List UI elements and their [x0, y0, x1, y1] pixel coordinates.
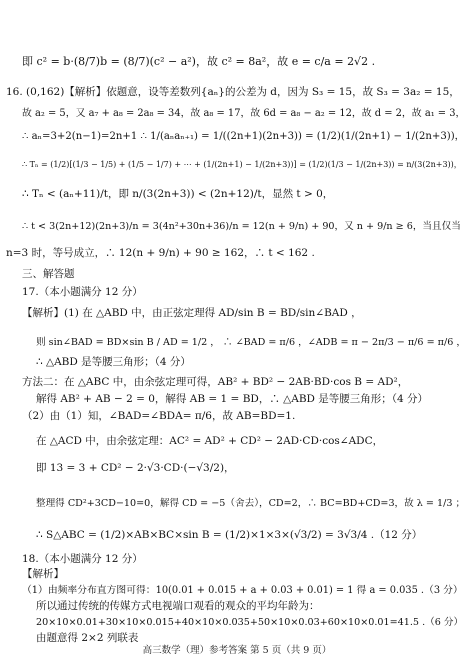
text-line-25: 20×10×0.01+30×10×0.015+40×10×0.035+50×10×0.03+60×10×0.01=41.5 .（6 分）: [36, 617, 464, 628]
text-line-15: 解得 AB² + AB − 2 = 0，解得 AB = 1 = BD，∴ △ABD 是等腰三角形；（4 分）: [36, 393, 429, 405]
text-line-18: 即 13 = 3 + CD² − 2·√3·CD·(−√3/2)，: [36, 462, 235, 474]
text-line-24: 所以通过传统的传媒方式电视端口观看的观众的平均年龄为：: [36, 600, 320, 612]
text-line-17: 在 △ACD 中，由余弦定理：AC² = AD² + CD² − 2AD·CD·cos∠ADC，: [36, 435, 384, 447]
text-line-13: ∴ △ABD 是等腰三角形；（4 分）: [36, 356, 191, 368]
problem-18-header: 18.（本小题满分 12 分）: [22, 553, 143, 565]
text-line-4: ∴ aₙ=3+2(n−1)=2n+1 ∴ 1/(aₙaₙ₊₁) = 1/((2n+1)(2n+3)) = (1/2)(1/(2n+1) − 1/(2n+3))，: [22, 131, 465, 142]
text-line-20: ∴ S△ABC = (1/2)×AB×BC×sin B = (1/2)×1×3×(√3/2) = 3√3/4 .（12 分）: [36, 529, 423, 541]
text-line-19: 整理得 CD²+3CD−10=0，解得 CD = −5（舍去），CD=2，∴ BC=BD+CD=3，故 λ = 1/3 ；: [36, 498, 466, 509]
page-footer: 高三数学（理）参考答案 第 5 页（共 9 页）: [142, 645, 332, 656]
text-line-12: 则 sin∠BAD = BD×sin B / AD = 1/2 ， ∴ ∠BAD = π/6 ，∠ADB = π − 2π/3 − π/6 = π/6 ，: [36, 337, 466, 348]
text-line-3: 故 a₂ = 5，又 a₇ + a₈ = 2a₈ = 34，故 a₈ = 17，故 6d = a₈ − a₂ = 12，故 d = 2，故 a₁ = 3，: [22, 108, 466, 119]
text-line-22: 【解析】: [22, 568, 64, 580]
text-line-11: 【解析】(1) 在 △ABD 中，由正弦定理得 AD/sin B = BD/sin∠BAD ，: [22, 307, 362, 319]
text-line-2: 16. (0,162)【解析】依题意，设等差数列{aₙ}的公差为 d，因为 S₃ = 15，故 S₃ = 3a₂ = 15，: [6, 86, 460, 98]
text-line-1: 即 c² = b·(8/7)b = (8/7)(c² − a²)，故 c² = 8a²，故 e = c/a = 2√2 .: [22, 55, 376, 68]
text-line-7: ∴ t < 3(2n+12)(2n+3)/n = 3(4n²+30n+36)/n = 12(n + 9/n) + 90，又 n + 9/n ≥ 6，当且仅当: [22, 221, 461, 232]
text-line-16: （2）由（1）知，∠BAD=∠BDA= π/6，故 AB=BD=1.: [22, 410, 296, 422]
text-line-6: ∴ Tₙ < (aₙ+11)/t，即 n/(3(2n+3)) < (2n+12)/t，显然 t > 0，: [22, 188, 334, 200]
section-heading: 三、解答题: [22, 268, 75, 280]
text-line-14: 方法二：在 △ABC 中，由余弦定理可得，AB² + BD² − 2AB·BD·cos B = AD²，: [22, 376, 409, 388]
problem-17-header: 17.（本小题满分 12 分）: [22, 286, 143, 298]
text-line-5: ∴ Tₙ = (1/2)[(1/3 − 1/5) + (1/5 − 1/7) + ⋯ + (1/(2n+1) − 1/(2n+3))] = (1/2)(1/3 − 1/(2n+3)) = n/(3(2n+3))，: [22, 160, 462, 169]
text-line-8: n=3 时，等号成立，∴ 12(n + 9/n) + 90 ≥ 162，∴ t < 162 .: [6, 247, 315, 259]
text-line-23: （1）由频率分布直方图可得：10(0.01 + 0.015 + a + 0.03 + 0.01) = 1 得 a = 0.035 .（3 分）: [22, 585, 463, 596]
text-line-26: 由题意得 2×2 列联表: [36, 632, 139, 644]
